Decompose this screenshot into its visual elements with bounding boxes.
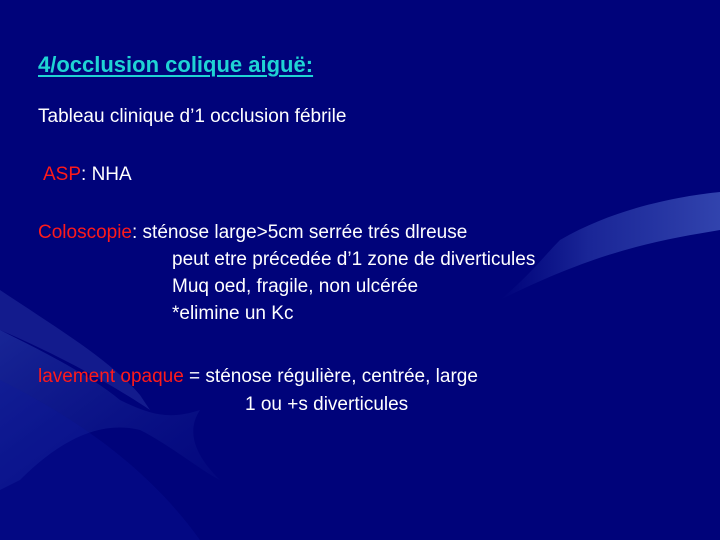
asp-label: ASP: [43, 164, 82, 185]
slide-title: 4/occlusion colique aiguë:: [38, 52, 314, 77]
asp-line: [43, 164, 132, 186]
coloscopie-text-4: *elimine un Kc: [172, 303, 294, 324]
asp-value: : NHA: [81, 164, 132, 185]
coloscopie-text-1: : sténose large>5cm serrée trés dlreuse: [132, 222, 468, 243]
coloscopie-line-1: [38, 222, 467, 244]
lavement-text-1: = sténose régulière, centrée, large: [183, 366, 478, 387]
coloscopie-label: Coloscopie: [38, 222, 132, 243]
lavement-line-1: [38, 366, 478, 388]
coloscopie-text-3: Muq oed, fragile, non ulcérée: [172, 276, 419, 297]
coloscopie-text-2: peut etre précedée d’1 zone de diverticules: [172, 249, 536, 270]
lavement-label: lavement opaque: [38, 366, 184, 387]
intro-text: Tableau clinique d’1 occlusion fébrile: [38, 106, 347, 127]
lavement-text-2: 1 ou +s diverticules: [245, 394, 409, 415]
